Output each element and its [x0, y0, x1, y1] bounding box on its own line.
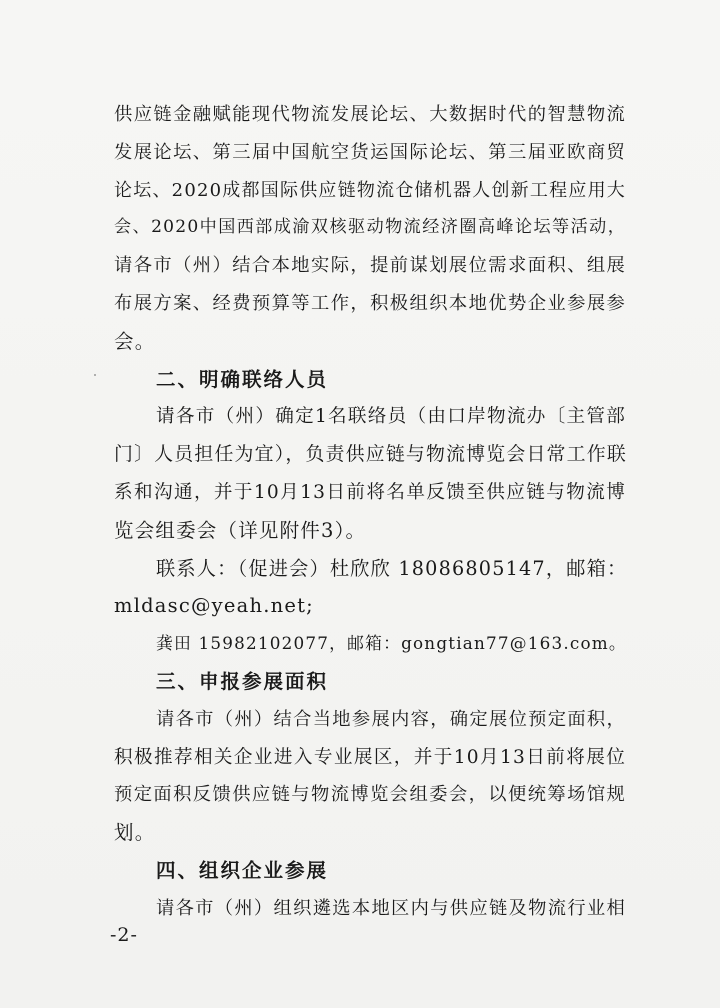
text-line: 预定面积反馈供应链与物流博览会组委会，以便统筹场馆规 — [114, 784, 626, 806]
section-heading: 四、组织企业参展 — [156, 858, 329, 882]
text-line: 请各市（州）结合本地实际，提前谋划展位需求面积、组展 — [114, 255, 626, 277]
text-line: 系和沟通，并于10月13日前将名单反馈至供应链与物流博 — [114, 481, 626, 503]
text-line: 会。 — [114, 329, 156, 353]
section-heading: 二、明确联络人员 — [156, 367, 329, 391]
text-line: 会、2020中国西部成渝双核驱动物流经济圈高峰论坛等活动， — [114, 217, 626, 238]
text-line: 请各市（州）确定1名联络员（由口岸物流办〔主管部 — [156, 406, 626, 428]
section-heading: 三、申报参展面积 — [156, 669, 329, 693]
page-number: -2- — [110, 924, 138, 946]
contact-line: 联系人：（促进会）杜欣欣 18086805147，邮箱： — [156, 556, 628, 580]
scan-speck — [94, 374, 96, 376]
text-line: 门〕人员担任为宜），负责供应链与物流博览会日常工作联 — [114, 443, 627, 466]
text-line: 布展方案、经费预算等工作，积极组织本地优势企业参展参 — [114, 292, 626, 314]
contact-email: mldasc@yeah.net; — [114, 594, 314, 618]
text-line: 论坛、2020成都国际供应链物流仓储机器人创新工程应用大 — [114, 179, 626, 201]
body-text — [114, 96, 626, 928]
text-line: 览会组委会（详见附件3）。 — [114, 518, 367, 542]
text-line: 供应链金融赋能现代物流发展论坛、大数据时代的智慧物流 — [114, 104, 626, 125]
text-line: 请各市（州）组织遴选本地区内与供应链及物流行业相 — [156, 897, 626, 919]
text-line: 积极推荐相关企业进入专业展区，并于10月13日前将展位 — [114, 746, 626, 768]
text-line: 发展论坛、第三届中国航空货运国际论坛、第三届亚欧商贸 — [114, 141, 626, 163]
text-line: 请各市（州）结合当地参展内容，确定展位预定面积， — [156, 708, 626, 730]
contact-line: 龚田 15982102077，邮箱：gongtian77@163.com。 — [156, 633, 627, 654]
text-line: 划。 — [114, 821, 156, 845]
